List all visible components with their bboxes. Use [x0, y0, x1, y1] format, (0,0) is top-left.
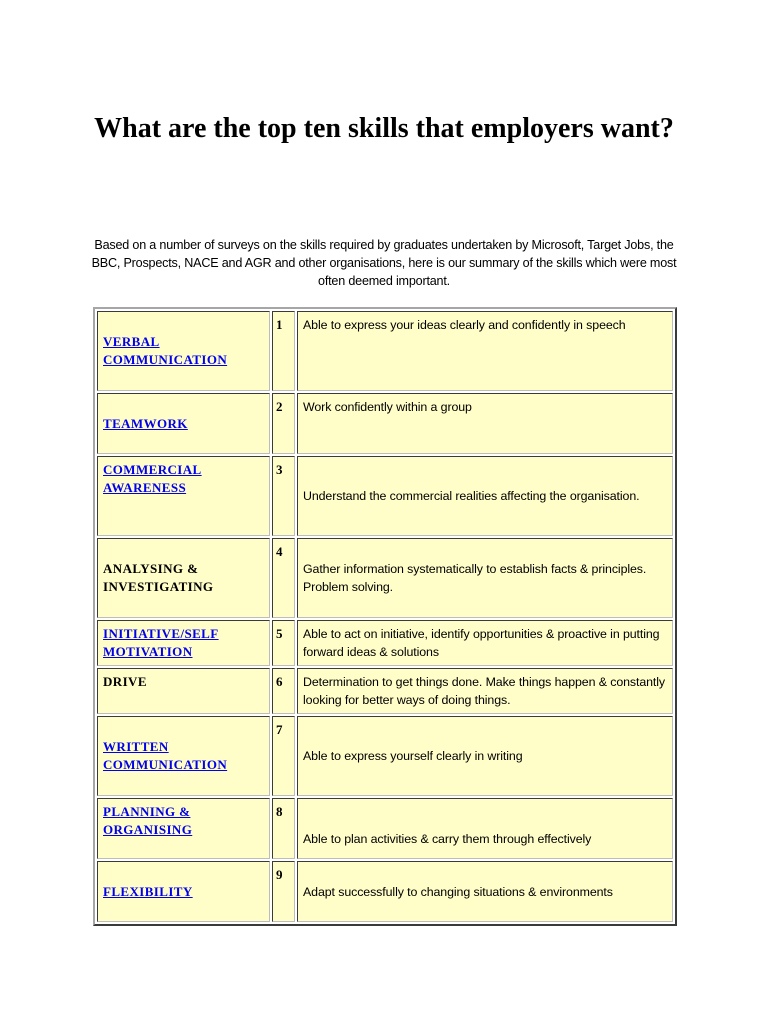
skill-description: Adapt successfully to changing situations & environments [297, 861, 673, 922]
skill-description: Understand the commercial realities affecting the organisation. [297, 456, 673, 536]
table-row [97, 456, 673, 536]
skill-number: 6 [272, 668, 295, 714]
skill-name-cell [97, 668, 270, 714]
skill-name-cell [97, 861, 270, 922]
table-row [97, 620, 673, 666]
skill-link-teamwork[interactable]: TEAMWORK [103, 415, 188, 431]
table-row [97, 311, 673, 391]
skill-number: 1 [272, 311, 295, 391]
skill-link-commercial-awareness[interactable]: COMMERCIAL AWARENESS [103, 462, 202, 495]
skill-link-flexibility[interactable]: FLEXIBILITY [103, 883, 193, 899]
skill-description: Able to express yourself clearly in writing [297, 716, 673, 796]
skill-description: Gather information systematically to establish facts & principles. Problem solving. [297, 538, 673, 618]
skill-label-drive: DRIVE [103, 674, 147, 689]
skill-number: 2 [272, 393, 295, 454]
skill-name-cell [97, 311, 270, 391]
skill-link-written-communication[interactable]: WRITTEN COMMUNICATION [103, 739, 228, 772]
skill-label-analysing-investigating: ANALYSING & INVESTIGATING [103, 561, 214, 594]
skill-number: 4 [272, 538, 295, 618]
skill-description: Determination to get things done. Make things happen & constantly looking for better ways of doing things. [297, 668, 673, 714]
table-row [97, 861, 673, 922]
table-row [97, 716, 673, 796]
skill-name-cell [97, 798, 270, 859]
skill-description: Able to act on initiative, identify opportunities & proactive in putting forward ideas & solutions [297, 620, 673, 666]
intro-paragraph: Based on a number of surveys on the skills required by graduates undertaken by Microsoft, Target Jobs, the BBC, Prospects, NACE and AGR and other organisations, here is our summary of the skills which were most often deemed important. [91, 238, 677, 288]
skill-description: Able to express your ideas clearly and confidently in speech [297, 311, 673, 391]
page-title: What are the top ten skills that employers want? [94, 113, 674, 144]
skill-number: 3 [272, 456, 295, 536]
skill-name-cell [97, 716, 270, 796]
skill-description: Work confidently within a group [297, 393, 673, 454]
skill-name-cell [97, 620, 270, 666]
skill-name-cell [97, 456, 270, 536]
table-row [97, 393, 673, 454]
table-row [97, 668, 673, 714]
skill-name-cell [97, 538, 270, 618]
skill-number: 7 [272, 716, 295, 796]
skills-table [93, 307, 677, 926]
skill-name-cell [97, 393, 270, 454]
skill-number: 5 [272, 620, 295, 666]
skill-description: Able to plan activities & carry them through effectively [297, 798, 673, 859]
table-row [97, 538, 673, 618]
skill-link-verbal-communication[interactable]: VERBAL COMMUNICATION [103, 334, 228, 367]
skill-number: 9 [272, 861, 295, 922]
skill-link-planning-organising[interactable]: PLANNING & ORGANISING [103, 804, 193, 837]
skill-number: 8 [272, 798, 295, 859]
skill-link-initiative-self-motivation[interactable]: INITIATIVE/SELF MOTIVATION [103, 626, 219, 659]
table-row [97, 798, 673, 859]
